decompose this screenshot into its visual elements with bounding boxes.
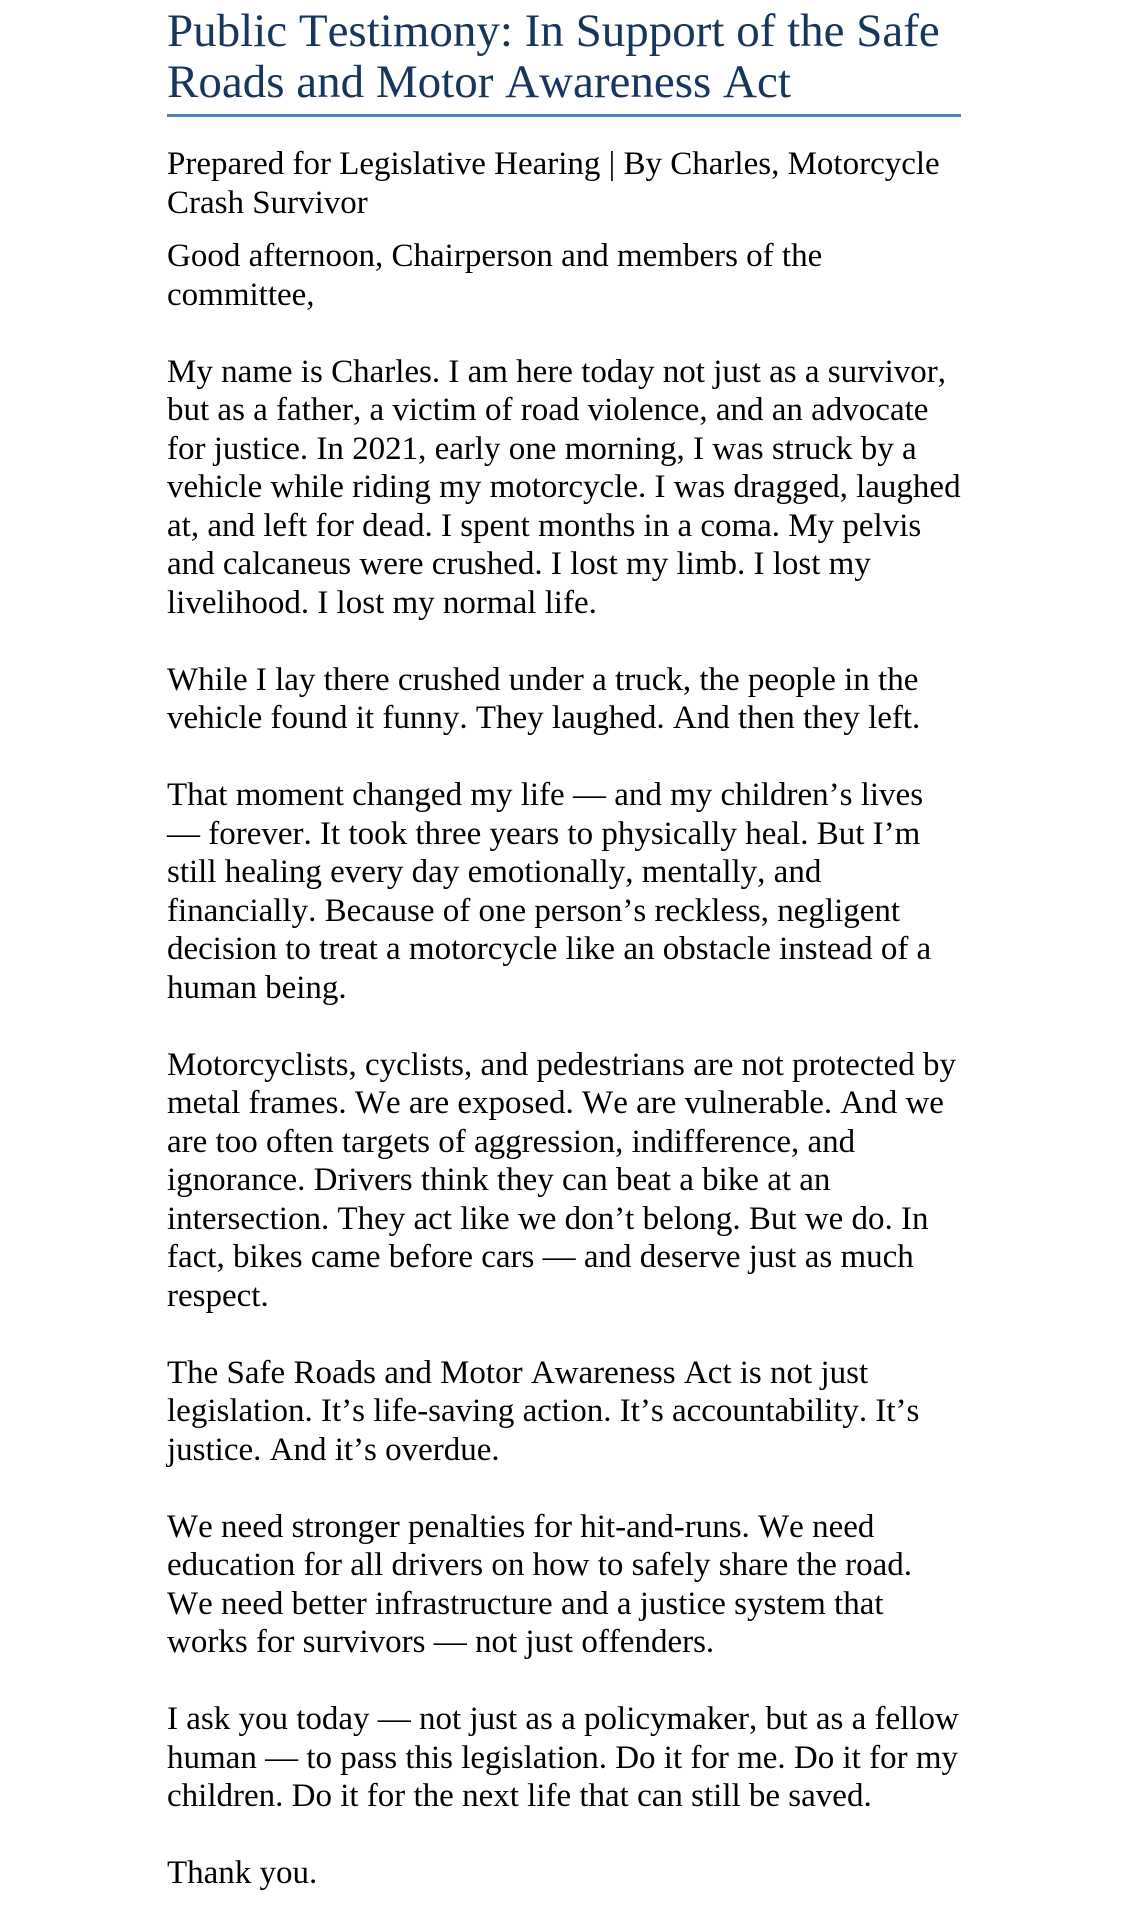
document-page [167, 6, 961, 1893]
paragraph-aftermath: That moment changed my life — and my children’s lives — forever. It took three years to physically heal. But I’m still healing every day emotionally, mentally, and financially. Because of one person’s reckless, negligent decision to treat a motorcycle like an obstacle instead of a human being. [167, 777, 932, 1006]
paragraph-introduction: My name is Charles. I am here today not just as a survivor, but as a father, a victim of road violence, and an advocate for justice. In 2021, early one morning, I was struck by a vehicle while riding my motorcycle. I was dragged, laughed at, and left for dead. I spent months in a coma. My pelvis and calcaneus were crushed. I lost my limb. I lost my livelihood. I lost my normal life. [167, 353, 961, 621]
paragraph-closing: Thank you. [167, 1855, 318, 1891]
paragraph-crash-scene: While I lay there crushed under a truck, the people in the vehicle found it funny. They laughed. And then they left. [167, 661, 921, 736]
paragraph-appeal: I ask you today — not just as a policymaker, but as a fellow human — to pass this legislation. Do it for me. Do it for my children. Do it for the next life that can still be saved. [167, 1701, 959, 1814]
paragraph-policy-needs: We need stronger penalties for hit-and-runs. We need education for all drivers on how to safely share the road. We need better infrastructure and a justice system that works for survivors — not just offenders. [167, 1508, 912, 1660]
document-title: Public Testimony: In Support of the Safe Roads and Motor Awareness Act [167, 6, 961, 117]
paragraph-act-importance: The Safe Roads and Motor Awareness Act is not just legislation. It’s life-saving action. It’s accountability. It’s justice. And it’s overdue. [167, 1354, 920, 1468]
paragraph-vulnerable-road-users: Motorcyclists, cyclists, and pedestrians are not protected by metal frames. We are exposed. We are vulnerable. And we are too often targets of aggression, indifference, and ignorance. Drivers think they can beat a bike at an intersection. They act like we don’t belong. But we do. In fact, bikes came before cars — and deserve just as much respect. [167, 1046, 957, 1314]
document-subtitle: Prepared for Legislative Hearing | By Charles, Motorcycle Crash Survivor [167, 146, 940, 221]
paragraph-salutation: Good afternoon, Chairperson and members of the committee, [167, 238, 823, 313]
